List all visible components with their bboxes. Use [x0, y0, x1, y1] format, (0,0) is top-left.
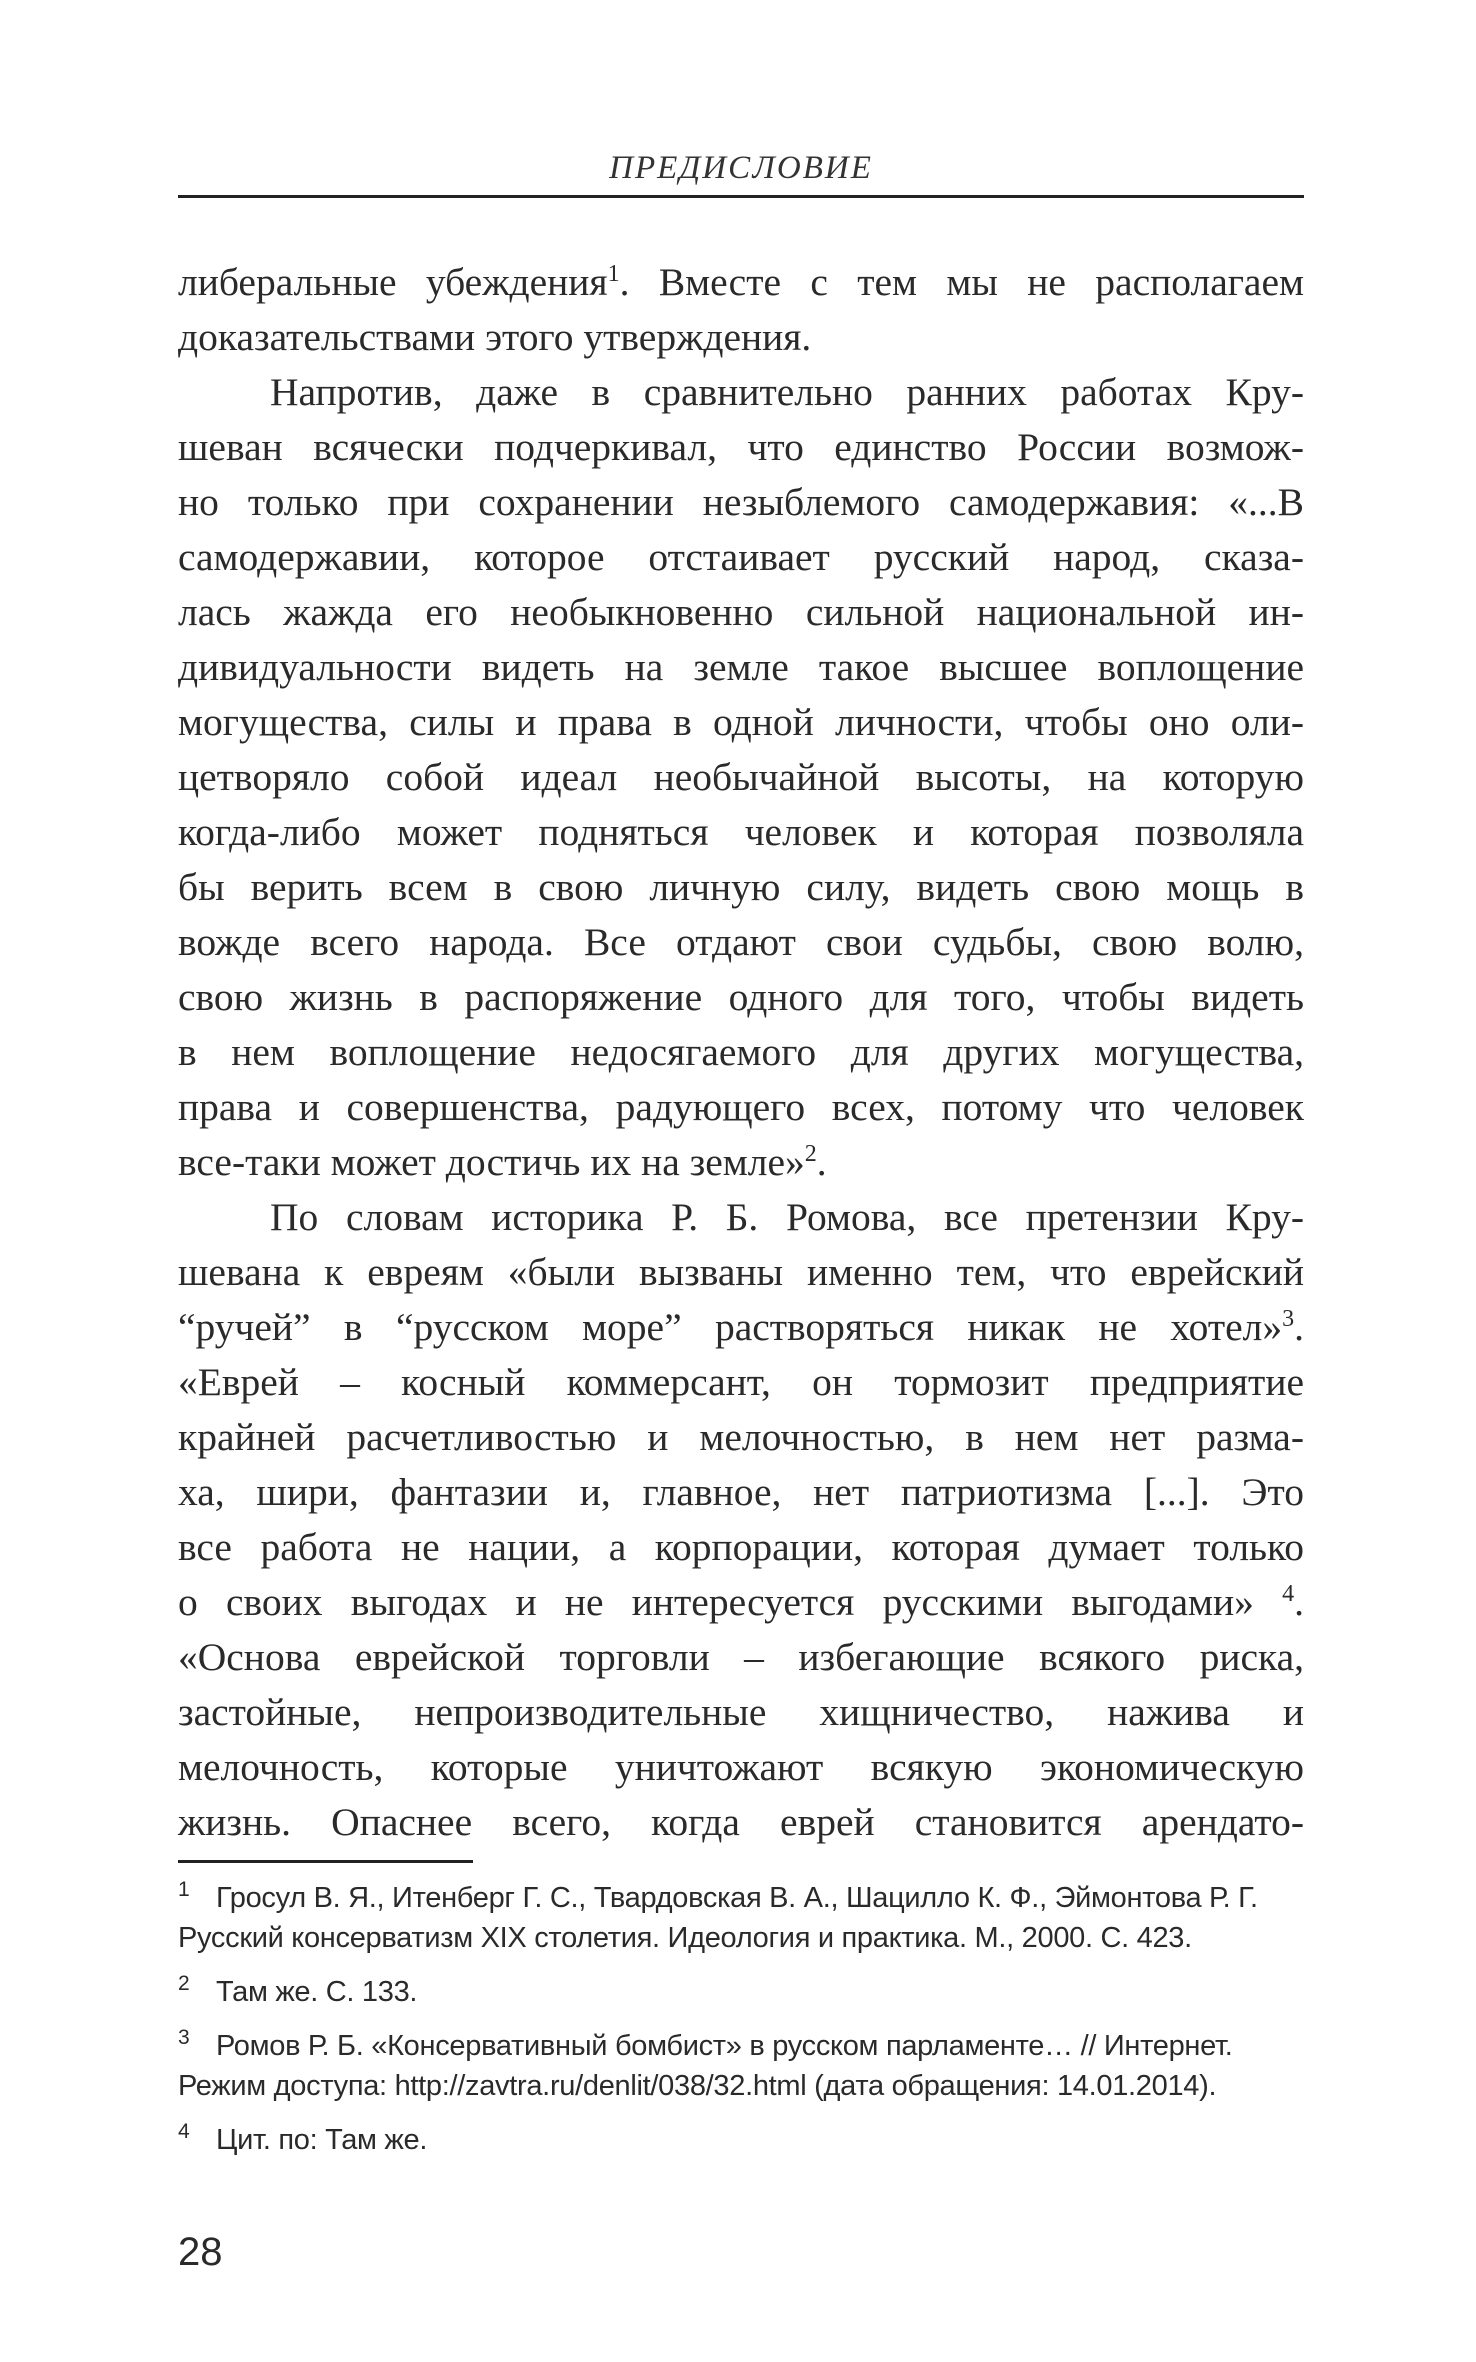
footnote-text: Ромов Р. Б. «Консервативный бомбист» в русском парламенте… // Интернет. [216, 2030, 1233, 2062]
body-line [178, 1355, 1304, 1410]
body-line-text: «Основа еврейской торговли – избегающие всякого риска, [178, 1635, 1304, 1679]
body-line [178, 310, 1304, 365]
body-line [178, 915, 1304, 970]
footnote-mark: 1 [178, 1878, 190, 1901]
body-line [178, 1135, 1304, 1190]
body-line-text: “ручей” в “русском море” растворяться никак не хотел» [178, 1305, 1283, 1349]
body-line [178, 1795, 1304, 1850]
body-line [178, 1245, 1304, 1300]
body-line [178, 1080, 1304, 1135]
body-line [178, 1465, 1304, 1520]
body-line-text: но только при сохранении незыблемого самодержавия: «...В [178, 480, 1304, 524]
body-line-text: самодержавии, которое отстаивает русский народ, сказа- [178, 535, 1304, 579]
body-line [178, 1520, 1304, 1575]
footnote-mark: 3 [178, 2026, 190, 2049]
body-line-text: либеральные убеждения [178, 260, 608, 304]
body-line-text: бы верить всем в свою личную силу, видеть свою мощь в [178, 865, 1304, 909]
body-line [178, 530, 1304, 585]
header-rule [178, 195, 1304, 198]
body-line-text: шевана к евреям «были вызваны именно тем, что еврейский [178, 1250, 1304, 1294]
body-line-text: права и совершенства, радующего всех, потому что человек [178, 1085, 1304, 1129]
body-line-text: жизнь. Опаснее всего, когда еврей становится арендато- [178, 1800, 1304, 1844]
body-line-text: когда-либо может подняться человек и которая позволяла [178, 810, 1304, 854]
page-number: 28 [178, 2230, 223, 2274]
footnote-reference: 3 [1282, 1306, 1295, 1332]
body-line [178, 475, 1304, 530]
body-line [178, 640, 1304, 695]
body-line [178, 365, 1304, 420]
body-line-text: шеван всячески подчеркивал, что единство России возмож- [178, 425, 1304, 469]
body-line [178, 1740, 1304, 1795]
body-line [178, 1575, 1304, 1630]
body-line-text: вожде всего народа. Все отдают свои судьбы, свою волю, [178, 920, 1304, 964]
body-line [178, 750, 1304, 805]
body-line-text-after: . [1294, 1305, 1304, 1349]
footnotes [178, 1878, 1304, 2174]
footnote [178, 2120, 1304, 2160]
body-line-text: все-таки может достичь их на земле» [178, 1140, 805, 1184]
body-line-text: крайней расчетливостью и мелочностью, в нем нет разма- [178, 1415, 1304, 1459]
body-line-text-after: . Вместе с тем мы не располагаем [619, 260, 1304, 304]
footnote-text: Русский консерватизм XIX столетия. Идеология и практика. М., 2000. С. 423. [178, 1922, 1192, 1954]
body-text [178, 255, 1304, 1850]
body-line [178, 1190, 1304, 1245]
footnote-text: Цит. по: Там же. [216, 2124, 428, 2156]
footnote [178, 1878, 1304, 1958]
body-line [178, 695, 1304, 750]
body-line-text: в нем воплощение недосягаемого для других могущества, [178, 1030, 1304, 1074]
running-head: ПРЕДИСЛОВИЕ [609, 150, 873, 186]
body-line [178, 1025, 1304, 1080]
body-line-text: «Еврей – косный коммерсант, он тормозит предприятие [178, 1360, 1304, 1404]
body-line-text: По словам историка Р. Б. Ромова, все претензии Кру- [270, 1195, 1304, 1239]
body-line-text: свою жизнь в распоряжение одного для того, чтобы видеть [178, 975, 1304, 1019]
footnote-reference: 4 [1282, 1581, 1295, 1607]
body-line [178, 1685, 1304, 1740]
body-line-text: застойные, непроизводительные хищничество, нажива и [178, 1690, 1304, 1734]
footnote [178, 1972, 1304, 2012]
footnote-text: Гросул В. Я., Итенберг Г. С., Твардовская В. А., Шацилло К. Ф., Эймонтова Р. Г. [216, 1882, 1258, 1914]
body-line-text: о своих выгодах и не интересуется русскими выгодами» [178, 1580, 1283, 1624]
footnote [178, 2026, 1304, 2106]
body-line-text: Напротив, даже в сравнительно ранних работах Кру- [270, 370, 1304, 414]
body-line-text: мелочность, которые уничтожают всякую экономическую [178, 1745, 1304, 1789]
footnote-reference: 2 [804, 1141, 817, 1167]
body-line-text: доказательствами этого утверждения. [178, 315, 812, 359]
body-line-text-after: . [816, 1140, 827, 1184]
body-line-text: дивидуальности видеть на земле такое высшее воплощение [178, 645, 1304, 689]
body-line-text: все работа не нации, а корпорации, которая думает только [178, 1525, 1304, 1569]
body-line-text: лась жажда его необыкновенно сильной национальной ин- [178, 590, 1304, 634]
footnote-text: Там же. С. 133. [216, 1976, 418, 2008]
body-line [178, 1630, 1304, 1685]
footnote-text: Режим доступа: http://zavtra.ru/denlit/038/32.html (дата обращения: 14.01.2014). [178, 2070, 1217, 2102]
footnote-reference: 1 [607, 261, 620, 287]
body-line [178, 1410, 1304, 1465]
body-line [178, 805, 1304, 860]
body-line [178, 420, 1304, 475]
body-line-text-after: . [1294, 1580, 1304, 1624]
footnote-mark: 2 [178, 1972, 190, 1995]
body-line-text: могущества, силы и права в одной личности, чтобы оно оли- [178, 700, 1304, 744]
body-line [178, 585, 1304, 640]
body-line [178, 255, 1304, 310]
body-line [178, 970, 1304, 1025]
footnote-rule [178, 1860, 473, 1863]
body-line-text: цетворяло собой идеал необычайной высоты, на которую [178, 755, 1304, 799]
body-line-text: ха, шири, фантазии и, главное, нет патриотизма [...]. Это [178, 1470, 1304, 1514]
footnote-mark: 4 [178, 2120, 190, 2143]
body-line [178, 860, 1304, 915]
body-line [178, 1300, 1304, 1355]
